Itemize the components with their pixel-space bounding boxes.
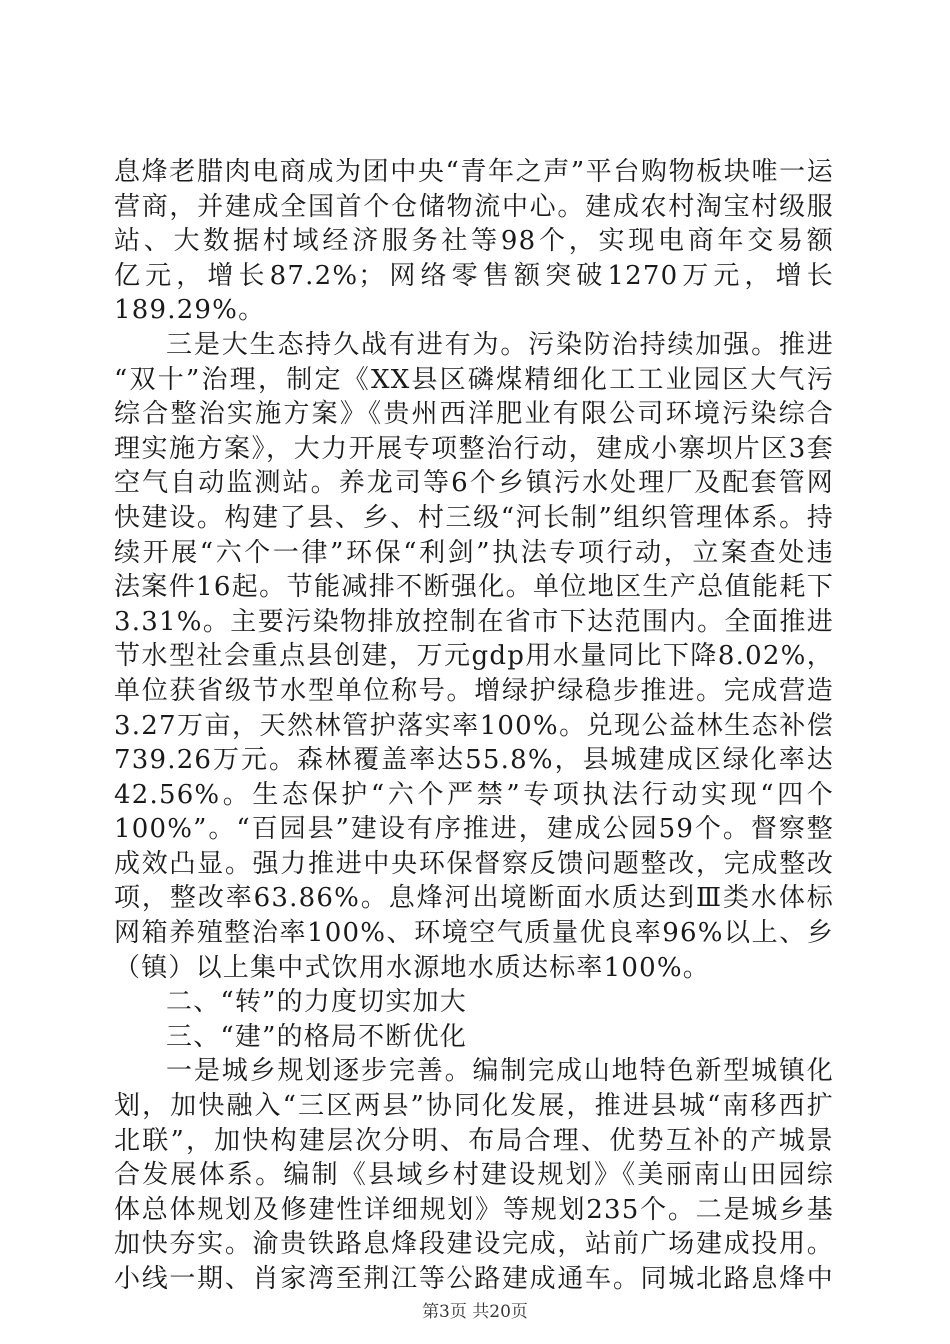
text-line: 网箱养殖整治率100%、环境空气质量优良率96%以上、乡 — [114, 918, 834, 949]
text-line: 小线一期、肖家湾至荆江等公路建成通车。同城北路息烽中 — [114, 1264, 834, 1294]
text-line: 续开展“六个一律”环保“利剑”执法专项行动，立案查处违 — [114, 537, 834, 568]
text-line: 单位获省级节水型单位称号。增绿护绿稳步推进。完成营造 — [114, 675, 834, 706]
text-line: 合发展体系。编制《县域乡村建设规划》《美丽南山田园综 — [114, 1160, 834, 1191]
text-line: 亿元，增长87.2%；网络零售额突破1270万元，增长 — [114, 260, 834, 291]
section-heading: 三、“建”的格局不断优化 — [166, 1021, 467, 1052]
text-line: 成效凸显。强力推进中央环保督察反馈问题整改，完成整改 — [114, 848, 834, 879]
text-line: 划，加快融入“三区两县”协同化发展，推进县城“南移西扩 — [114, 1091, 834, 1122]
text-line: 息烽老腊肉电商成为团中央“青年之声”平台购物板块唯一运 — [114, 157, 834, 187]
body-text — [114, 155, 834, 1297]
text-line: 综合整治实施方案》《贵州西洋肥业有限公司环境污染综合 — [114, 399, 834, 430]
text-line: 3.31%。主要污染物排放控制在省市下达范围内。全面推进 — [114, 606, 834, 637]
text-line: 站、大数据村域经济服务社等98个，实现电商年交易额 — [114, 226, 834, 257]
page-number-footer: 第3页 共20页 — [422, 1302, 528, 1322]
text-line: 3.27万亩，天然林管护落实率100%。兑现公益林生态补偿 — [114, 710, 834, 741]
text-line: 体总体规划及修建性详细规划》等规划235个。二是城乡基 — [114, 1194, 834, 1225]
text-line: 项，整改率63.86%。息烽河出境断面水质达到Ⅲ类水体标 — [114, 883, 834, 914]
text-line: 189.29%。 — [114, 295, 266, 326]
paragraph-start-line: 一是城乡规划逐步完善。编制完成山地特色新型城镇化 — [166, 1056, 834, 1087]
section-heading: 二、“转”的力度切实加大 — [166, 987, 467, 1018]
text-line: 营商，并建成全国首个仓储物流中心。建成农村淘宝村级服 — [114, 191, 834, 222]
text-line: 节水型社会重点县创建，万元gdp用水量同比下降8.02%， — [114, 641, 834, 672]
text-line: 100%”。“百园县”建设有序推进，建成公园59个。督察整 — [114, 814, 834, 845]
text-line: 739.26万元。森林覆盖率达55.8%，县城建成区绿化率达 — [114, 745, 834, 776]
text-line: 法案件16起。节能减排不断强化。单位地区生产总值能耗下 — [114, 572, 834, 603]
text-line: （镇）以上集中式饮用水源地水质达标率100%。 — [114, 952, 710, 983]
text-line: 加快夯实。渝贵铁路息烽段建设完成，站前广场建成投用。 — [114, 1229, 834, 1260]
paragraph-start-line: 三是大生态持久战有进有为。污染防治持续加强。推进 — [166, 329, 834, 360]
text-line: “双十”治理，制定《XX县区磷煤精细化工工业园区大气污 — [114, 364, 834, 395]
text-line: 理实施方案》，大力开展专项整治行动，建成小寨坝片区3套 — [114, 433, 834, 464]
text-line: 42.56%。生态保护“六个严禁”专项执法行动实现“四个 — [114, 779, 834, 810]
text-line: 空气自动监测站。养龙司等6个乡镇污水处理厂及配套管网 — [114, 468, 834, 499]
text-line: 北联”，加快构建层次分明、布局合理、优势互补的产城景 — [114, 1125, 834, 1156]
text-line: 快建设。构建了县、乡、村三级“河长制”组织管理体系。持 — [114, 502, 834, 533]
